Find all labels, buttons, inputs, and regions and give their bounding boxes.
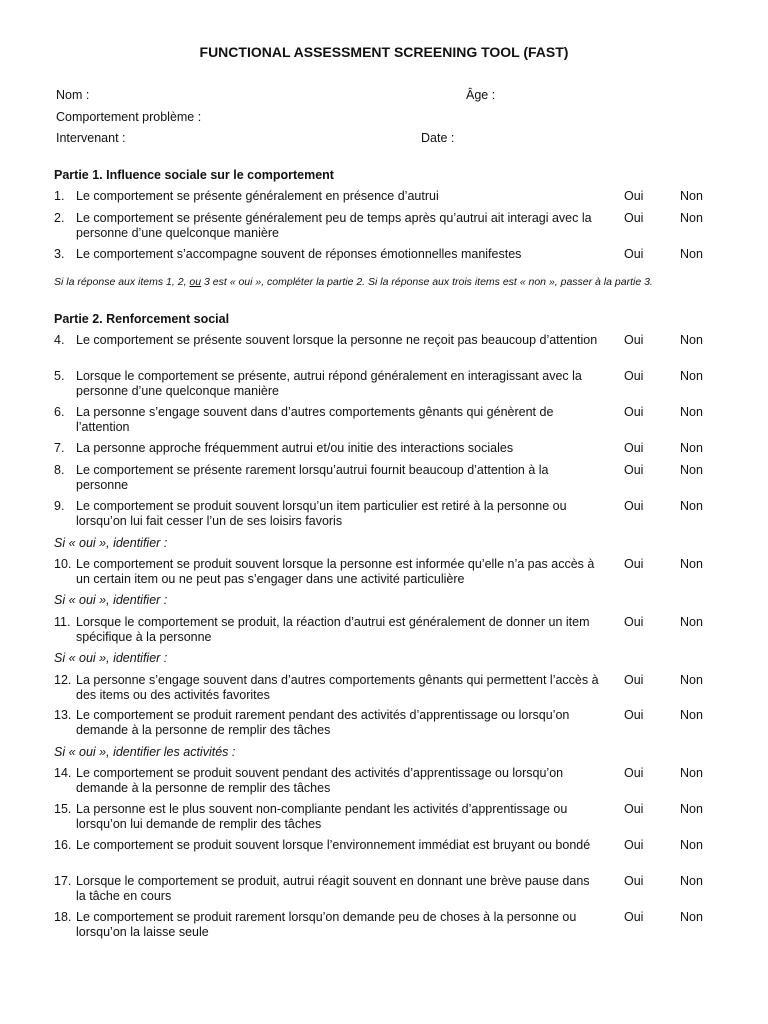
answer-yes[interactable]: Oui: [624, 247, 644, 261]
identify-prompt: Si « oui », identifier :: [54, 651, 168, 665]
answer-no[interactable]: Non: [680, 802, 703, 816]
item-number: 11.: [54, 615, 71, 629]
answer-no[interactable]: Non: [680, 369, 703, 383]
item-text: La personne est le plus souvent non-compliante pendant les activités d’apprentissage ou lorsqu’on lui demande de remplir des tâches: [76, 802, 568, 831]
item-text: Le comportement se présente souvent lorsque la personne ne reçoit pas beaucoup d’attention: [76, 333, 598, 347]
form-title: FUNCTIONAL ASSESSMENT SCREENING TOOL (FAST): [199, 44, 569, 60]
answer-no[interactable]: Non: [680, 441, 703, 455]
item-text: La personne approche fréquemment autrui et/ou initie des interactions sociales: [76, 441, 514, 455]
answer-no[interactable]: Non: [680, 211, 703, 225]
intervener-label: Intervenant :: [56, 131, 126, 145]
item-number: 2.: [54, 211, 65, 225]
answer-no[interactable]: Non: [680, 838, 703, 852]
answer-yes[interactable]: Oui: [624, 499, 644, 513]
part1-instruction: [54, 276, 734, 288]
identify-prompt: Si « oui », identifier :: [54, 536, 168, 550]
item-number: 7.: [54, 441, 65, 455]
item-text: Le comportement se produit souvent pendant des activités d’apprentissage ou lorsqu’on demande à la personne de remplir des tâches: [76, 766, 564, 795]
item-text: Le comportement se présente généralement en présence d’autrui: [76, 189, 439, 203]
note-text: Si la réponse aux items 1, 2,: [54, 276, 190, 288]
item-number: 5.: [54, 369, 65, 383]
answer-yes[interactable]: Oui: [624, 211, 644, 225]
answer-yes[interactable]: Oui: [624, 333, 644, 347]
answer-yes[interactable]: Oui: [624, 673, 644, 687]
item-number: 15.: [54, 802, 72, 816]
answer-no[interactable]: Non: [680, 557, 703, 571]
part1-title: Partie 1. Influence sociale sur le comportement: [54, 168, 334, 182]
item-text: La personne s’engage souvent dans d’autres comportements gênants qui génèrent de l’attention: [76, 405, 554, 434]
answer-yes[interactable]: Oui: [624, 910, 644, 924]
answer-no[interactable]: Non: [680, 615, 703, 629]
answer-no[interactable]: Non: [680, 405, 703, 419]
note-underlined-or: ou: [189, 276, 202, 288]
answer-yes[interactable]: Oui: [624, 838, 644, 852]
answer-no[interactable]: Non: [680, 247, 703, 261]
name-label: Nom :: [56, 88, 90, 102]
answer-yes[interactable]: Oui: [624, 369, 644, 383]
item-number: 14.: [54, 766, 72, 780]
item-number: 9.: [54, 499, 65, 513]
item-number: 18.: [54, 910, 72, 924]
item-number: 8.: [54, 463, 65, 477]
item-number: 16.: [54, 838, 72, 852]
answer-no[interactable]: Non: [680, 499, 703, 513]
item-text: Lorsque le comportement se présente, autrui répond généralement en interagissant avec la personne d’une quelconque manière: [76, 369, 582, 398]
item-number: 4.: [54, 333, 65, 347]
answer-yes[interactable]: Oui: [624, 463, 644, 477]
item-text: Le comportement se produit souvent lorsqu’un item particulier est retiré à la personne ou lorsqu’on lui fait cesser l’un de ses loisirs favoris: [76, 499, 567, 528]
answer-no[interactable]: Non: [680, 910, 703, 924]
item-text: Le comportement se produit rarement pendant des activités d’apprentissage ou lorsqu’on demande à la personne de remplir des tâches: [76, 708, 570, 737]
item-number: 13.: [54, 708, 72, 722]
answer-yes[interactable]: Oui: [624, 766, 644, 780]
item-number: 17.: [54, 874, 72, 888]
date-label: Date :: [421, 131, 455, 145]
item-number: 6.: [54, 405, 65, 419]
answer-no[interactable]: Non: [680, 874, 703, 888]
item-text: Le comportement se présente rarement lorsqu’autrui fournit beaucoup d’attention à la personne: [76, 463, 549, 492]
identify-prompt: Si « oui », identifier :: [54, 593, 168, 607]
item-text: Le comportement s’accompagne souvent de réponses émotionnelles manifestes: [76, 247, 522, 261]
answer-no[interactable]: Non: [680, 766, 703, 780]
item-text: Lorsque le comportement se produit, autrui réagit souvent en donnant une brève pause dans la tâche en cours: [76, 874, 590, 903]
answer-yes[interactable]: Oui: [624, 441, 644, 455]
answer-yes[interactable]: Oui: [624, 708, 644, 722]
item-text: Le comportement se produit rarement lorsqu’on demande peu de choses à la personne ou lorsqu’on la laisse seule: [76, 910, 577, 939]
item-number: 10.: [54, 557, 72, 571]
item-text: Le comportement se produit souvent lorsque la personne est informée qu’elle n’a pas accès à un certain item ou ne peut pas s’engager dans une activité particulière: [76, 557, 595, 586]
part2-title: Partie 2. Renforcement social: [54, 312, 230, 326]
answer-no[interactable]: Non: [680, 333, 703, 347]
answer-no[interactable]: Non: [680, 189, 703, 203]
answer-yes[interactable]: Oui: [624, 557, 644, 571]
answer-yes[interactable]: Oui: [624, 802, 644, 816]
item-text: Le comportement se présente généralement peu de temps après qu’autrui ait interagi avec la personne d’une quelconque manière: [76, 211, 592, 240]
answer-yes[interactable]: Oui: [624, 874, 644, 888]
answer-yes[interactable]: Oui: [624, 615, 644, 629]
answer-yes[interactable]: Oui: [624, 189, 644, 203]
answer-no[interactable]: Non: [680, 463, 703, 477]
item-text: Le comportement se produit souvent lorsque l’environnement immédiat est bruyant ou bondé: [76, 838, 591, 852]
item-text: Lorsque le comportement se produit, la réaction d’autrui est généralement de donner un item spécifique à la personne: [76, 615, 590, 644]
item-text: La personne s’engage souvent dans d’autres comportements gênants qui permettent l’accès à des items ou des activités favorites: [76, 673, 599, 702]
note-text: 3 est « oui », compléter la partie 2. Si la réponse aux trois items est « non », passer à la partie 3.: [201, 276, 653, 288]
identify-activities-prompt: Si « oui », identifier les activités :: [54, 745, 236, 759]
answer-no[interactable]: Non: [680, 708, 703, 722]
item-number: 12.: [54, 673, 72, 687]
item-number: 3.: [54, 247, 65, 261]
answer-yes[interactable]: Oui: [624, 405, 644, 419]
age-label: Âge :: [466, 88, 496, 102]
behavior-label: Comportement problème :: [56, 110, 202, 124]
answer-no[interactable]: Non: [680, 673, 703, 687]
item-number: 1.: [54, 189, 65, 203]
